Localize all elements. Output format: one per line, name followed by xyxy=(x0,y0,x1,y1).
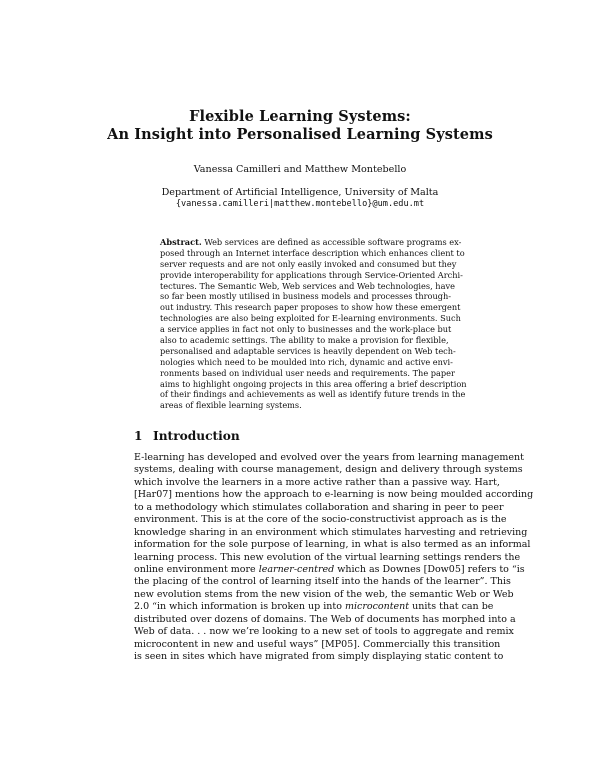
section-number: 1 xyxy=(134,429,143,443)
body-line: environment. This is at the core of the socio-constructivist approach as is the xyxy=(134,514,507,526)
introduction-body xyxy=(134,452,534,663)
author-affiliation: Department of Artificial Intelligence, University of Malta xyxy=(161,187,439,198)
abstract-text: personalised and adaptable services is heavily dependent on Web tech- xyxy=(160,345,456,356)
author-email: {vanessa.camilleri|matthew.montebello}@um.edu.mt xyxy=(175,199,425,209)
abstract xyxy=(160,237,467,411)
abstract-line xyxy=(160,258,457,270)
abstract-line xyxy=(160,356,453,368)
body-line: to a methodology which stimulates collaboration and sharing in peer to peer xyxy=(134,501,504,513)
abstract-text: posed through an Internet interface description which enhances client to xyxy=(160,247,465,258)
abstract-line xyxy=(160,247,465,259)
abstract-line xyxy=(160,313,461,324)
abstract-text: tectures. The Semantic Web, Web services and Web technologies, have xyxy=(160,280,455,291)
body-line: the placing of the control of learning itself into the hands of the learner”. This xyxy=(134,576,511,588)
abstract-line xyxy=(160,367,455,379)
abstract-text: technologies are also being exploited for E-learning environments. Such xyxy=(160,313,461,324)
abstract-line xyxy=(160,345,456,357)
abstract-label: Abstract. xyxy=(160,237,202,247)
abstract-text: also to academic settings. The ability to make a provision for flexible, xyxy=(160,335,449,346)
body-line: distributed over dozens of domains. The Web of documents has morphed into a xyxy=(134,613,516,625)
emphasized-term: microcontent xyxy=(344,601,410,613)
abstract-text: ronments based on individual user needs and requirements. The paper xyxy=(160,367,455,378)
body-line: E-learning has developed and evolved over the years from learning management xyxy=(134,452,524,463)
abstract-text: aims to highlight ongoing projects in this area offering a brief description xyxy=(160,378,467,389)
abstract-line xyxy=(160,335,449,346)
body-line: which involve the learners in a more active rather than a passive way. Hart, xyxy=(134,476,500,488)
paper-title-line-1: Flexible Learning Systems: xyxy=(189,108,411,125)
abstract-line xyxy=(160,400,443,411)
abstract-text: provide interoperability for applications through Service-Oriented Archi- xyxy=(160,269,463,280)
body-line: knowledge sharing in an environment which stimulates harvesting and retrieving xyxy=(134,526,528,538)
body-line: Web of data. . . now we’re looking to a new set of tools to aggregate and remix xyxy=(134,626,514,638)
abstract-line xyxy=(160,237,462,248)
abstract-line xyxy=(160,302,461,313)
body-line: [Har07] mentions how the approach to e-learning is now being moulded according xyxy=(134,489,534,501)
abstract-text: out industry. This research paper proposes to show how these emergent xyxy=(160,302,461,313)
abstract-text: of their findings and achievements as well as identify future trends in the xyxy=(160,389,466,400)
paper-authors: Vanessa Camilleri and Matthew Montebello xyxy=(193,164,407,175)
paper-title-line-2: An Insight into Personalised Learning Systems xyxy=(107,126,493,143)
abstract-text: areas of flexible learning systems. xyxy=(160,400,302,411)
abstract-line xyxy=(160,389,466,400)
abstract-text: so far been mostly utilised in business models and processes through- xyxy=(160,291,451,302)
emphasized-term: learner-centred xyxy=(258,563,335,575)
section-heading-introduction xyxy=(134,429,240,443)
body-line: systems, dealing with course management, design and delivery through systems xyxy=(134,464,523,476)
body-line: information for the sole purpose of learning, in what is also termed as an informal xyxy=(134,539,531,551)
section-title: Introduction xyxy=(153,429,240,443)
body-line: new evolution stems from the new vision of the web, the semantic Web or Web xyxy=(134,588,514,600)
body-line: 2.0 “in which information is broken up into microcontent units that can be xyxy=(134,601,494,613)
body-line: online environment more learner-centred which as Downes [Dow05] refers to “is xyxy=(134,563,525,575)
body-line: is seen in sites which have migrated from simply displaying static content to xyxy=(134,651,504,662)
abstract-line xyxy=(160,280,455,292)
abstract-line xyxy=(160,324,452,335)
abstract-line xyxy=(160,269,463,281)
abstract-text: server requests and are not only easily invoked and consumed but they xyxy=(160,258,457,269)
abstract-text: a service applies in fact not only to businesses and the work-place but xyxy=(160,324,452,335)
abstract-text: nologies which need to be moulded into rich, dynamic and active envi- xyxy=(160,356,453,367)
body-line: learning process. This new evolution of the virtual learning settings renders the xyxy=(134,551,521,563)
abstract-line xyxy=(160,291,451,302)
body-line: microcontent in new and useful ways” [MP05]. Commercially this transition xyxy=(134,638,501,650)
abstract-text: Web services are defined as accessible software programs ex- xyxy=(204,237,462,247)
abstract-line xyxy=(160,378,467,390)
